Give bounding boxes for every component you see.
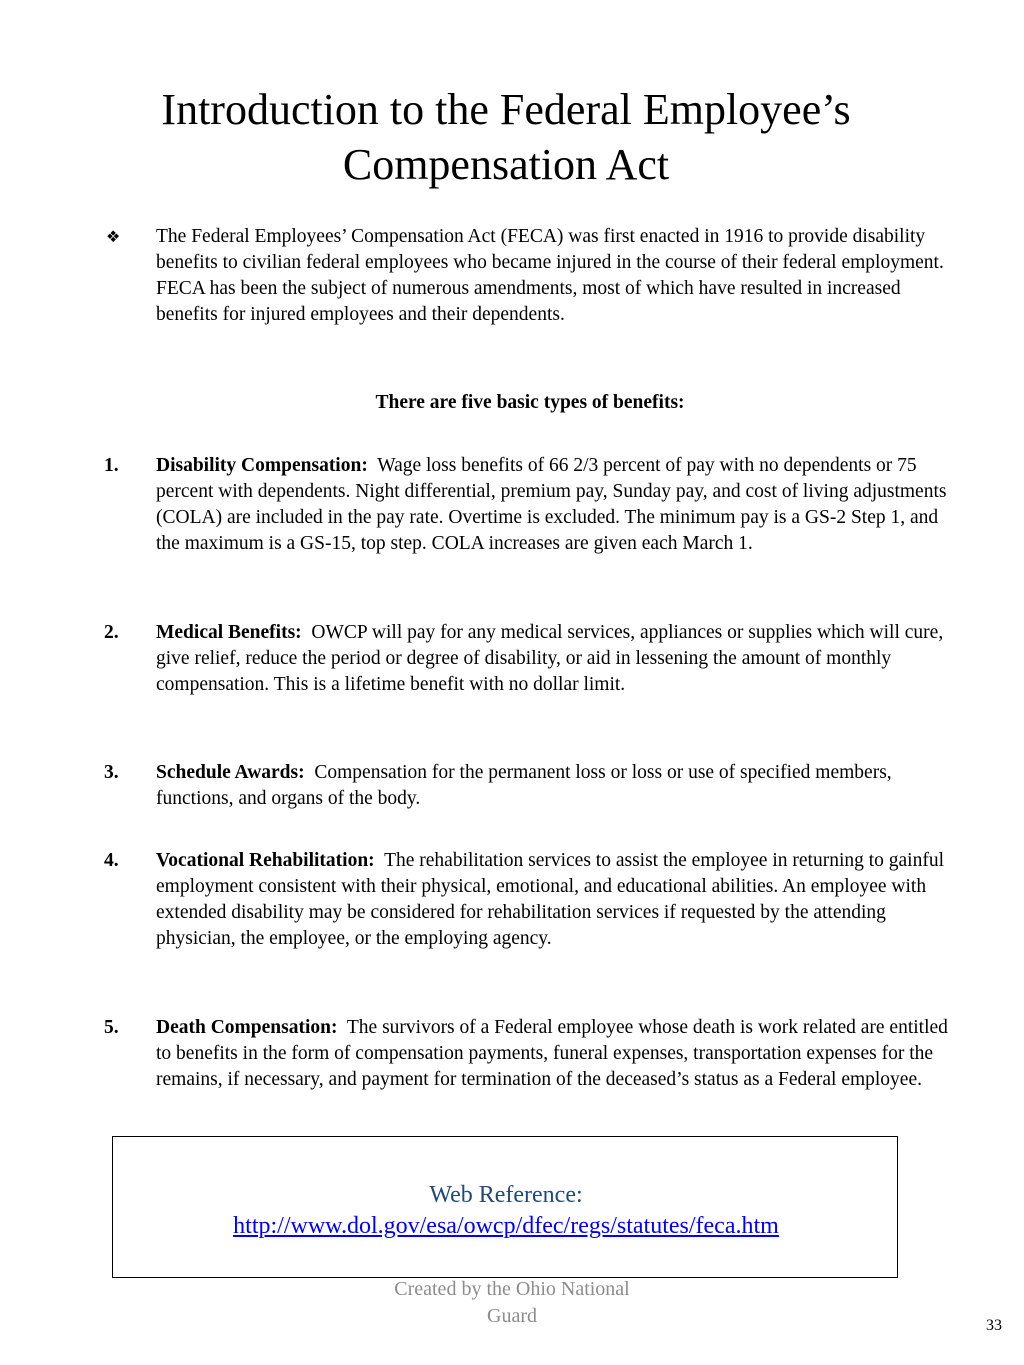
footer-credit xyxy=(362,1276,662,1330)
benefit-body xyxy=(156,760,966,812)
benefit-text: Compensation for the permanent loss or loss or use of specified members, functions, and organs of the body. xyxy=(156,762,892,809)
benefit-text: OWCP will pay for any medical services, appliances or supplies which will cure, give relief, reduce the period or degree of disability, or aid in lessening the amount of monthly compensation. This is a lifetime benefit with no dollar limit. xyxy=(156,622,944,695)
benefit-heading: Medical Benefits: xyxy=(156,622,302,643)
benefit-number: 2. xyxy=(104,622,119,643)
benefits-subheading: There are five basic types of benefits: xyxy=(375,392,685,413)
benefit-heading: Disability Compensation: xyxy=(156,455,368,476)
intro-text: The Federal Employees’ Compensation Act (FECA) was first enacted in 1916 to provide disability benefits to civilian federal employees who became injured in the course of their federal employment. FECA has been the subject of numerous amendments, most of which have resulted in increased benefits for injured employees and their dependents. xyxy=(156,226,944,325)
page-title-line-2: Compensation Act xyxy=(342,140,670,189)
footer-credit-line-1: Created by the Ohio National xyxy=(394,1278,630,1300)
benefit-heading: Death Compensation: xyxy=(156,1017,338,1038)
benefit-body xyxy=(156,848,966,952)
benefit-heading: Schedule Awards: xyxy=(156,762,305,783)
benefit-text: The rehabilitation services to assist the employee in returning to gainful employment consistent with their physical, emotional, and educational abilities. An employee with extended disability may be considered for rehabilitation services if requested by the attending physician, the employee, or the employing agency. xyxy=(156,850,945,949)
benefit-text: The survivors of a Federal employee whose death is work related are entitled to benefits in the form of compensation payments, funeral expenses, transportation expenses for the remains, if necessary, and payment for termination of the deceased’s status as a Federal employee. xyxy=(156,1017,948,1090)
benefit-text: Wage loss benefits of 66 2/3 percent of pay with no dependents or 75 percent with dependents. Night differential, premium pay, Sunday pay, and cost of living adjustments (COLA) are included in the pay rate. Overtime is excluded. The minimum pay is a GS-2 Step 1, and the maximum is a GS-15, top step. COLA increases are given each March 1. xyxy=(156,455,947,554)
page-number: 33 xyxy=(986,1317,1002,1334)
footer-credit-line-2: Guard xyxy=(487,1305,537,1327)
web-reference-link xyxy=(0,1211,1012,1241)
benefit-body xyxy=(156,1015,966,1093)
web-reference-label: Web Reference: xyxy=(429,1182,583,1208)
benefit-number: 5. xyxy=(104,1017,119,1038)
diamond-bullet-icon: ❖ xyxy=(106,227,121,246)
page-title-line-1: Introduction to the Federal Employee’s xyxy=(161,85,851,134)
benefit-body xyxy=(156,620,966,698)
benefit-number: 3. xyxy=(104,762,119,783)
benefit-body xyxy=(156,453,966,557)
benefit-number: 4. xyxy=(104,850,119,871)
benefit-number: 1. xyxy=(104,455,119,476)
page-title xyxy=(0,82,1012,192)
feca-statute-link[interactable]: http://www.dol.gov/esa/owcp/dfec/regs/statutes/feca.htm xyxy=(233,1213,779,1239)
benefit-heading: Vocational Rehabilitation: xyxy=(156,850,375,871)
